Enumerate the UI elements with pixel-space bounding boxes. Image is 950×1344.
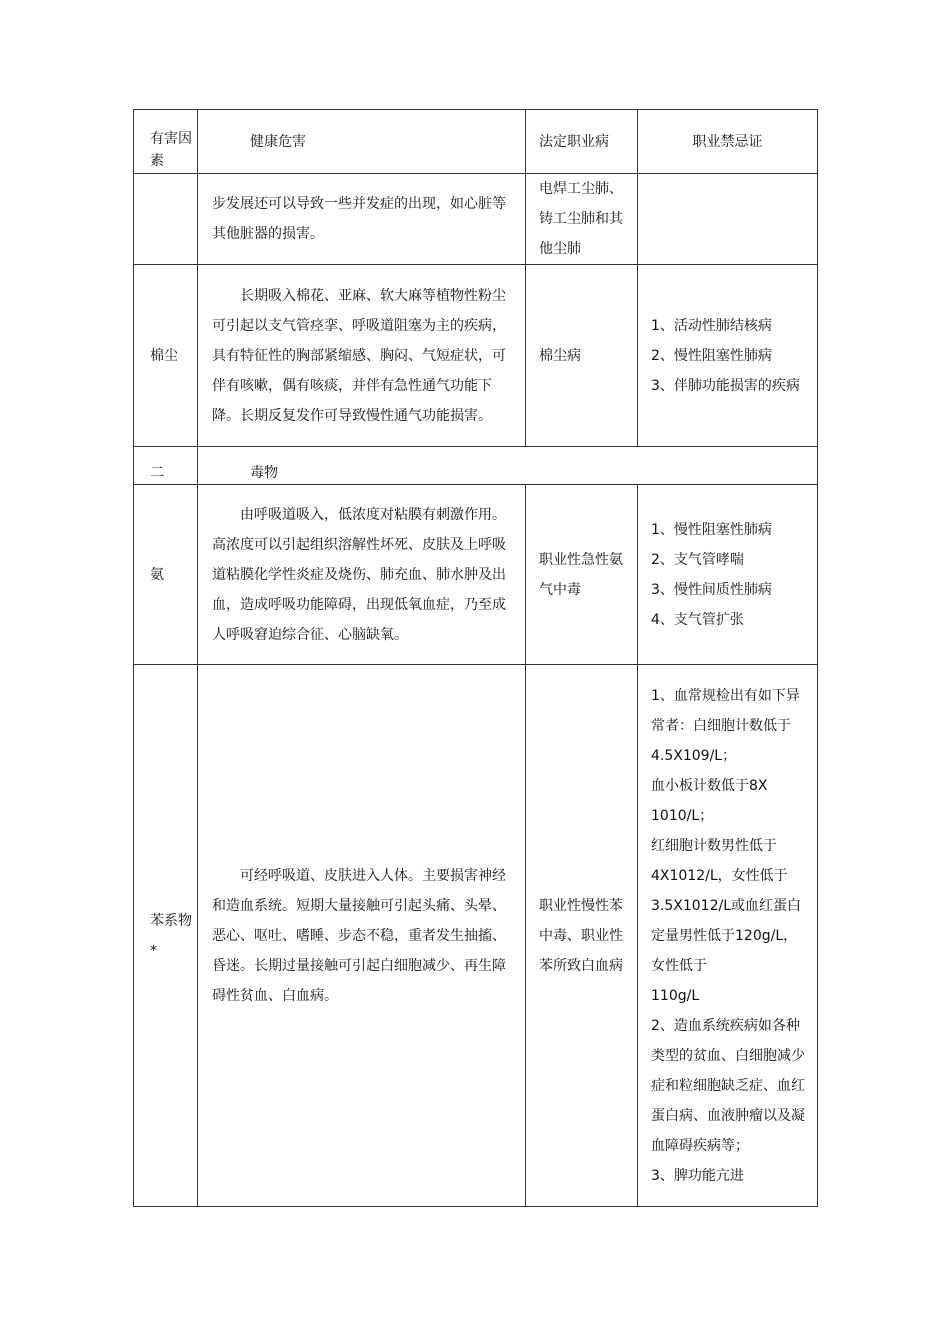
health-cell (198, 665, 526, 1207)
header-disease: 法定职业病 (526, 110, 638, 174)
header-health: 健康危害 (198, 110, 526, 174)
contraindication-cell (638, 265, 818, 447)
contraindication-item: 2、慢性阻塞性肺病 (651, 347, 772, 364)
health-cell (198, 174, 526, 265)
hazard-table (133, 109, 818, 1207)
contraindication-item: 1、活动性肺结核病 (651, 317, 772, 334)
disease-cell (526, 174, 638, 265)
factor-cell: 苯系物* (134, 665, 198, 1207)
factor-cell: 氨 (134, 485, 198, 665)
contraindication-item: 110g/L (651, 987, 700, 1004)
contraindication-cell (638, 665, 818, 1207)
contraindication-item: 2、支气管哮喘 (651, 551, 744, 568)
disease-cell (526, 665, 638, 1207)
section-number: 二 (134, 447, 198, 485)
contraindication-cell (638, 485, 818, 665)
disease-text: 职业性慢性苯中毒、职业性苯所致白血病 (539, 897, 623, 974)
health-text: 可经呼吸道、皮肤进入人体。主要损害神经和造血系统。短期大量接触可引起头痛、头晕、恶心、呕吐、嗜睡、步态不稳，重者发生抽搐、昏迷。长期过量接触可引起白细胞减少、再生障碍性贫血、白血病。 (212, 867, 506, 1004)
contraindication-item: 血小板计数低于8X 1010/L； (651, 777, 768, 824)
contraindication-item: 4、支气管扩张 (651, 611, 744, 628)
factor-cell: 棉尘 (134, 265, 198, 447)
disease-cell (526, 265, 638, 447)
contraindication-item: 红细胞计数男性低于4X1012/L，女性低于3.5X1012/L或血红蛋白定量男性低于120g/L，女性低于 (651, 837, 802, 974)
factor-cell (134, 174, 198, 265)
disease-text: 电焊工尘肺、铸工尘肺和其他尘肺 (539, 181, 623, 257)
health-text: 步发展还可以导致一些并发症的出现，如心脏等其他脏器的损害。 (212, 196, 506, 242)
health-text: 由呼吸道吸入，低浓度对粘膜有刺激作用。高浓度可以引起组织溶解性坏死、皮肤及上呼吸道粘膜化学性炎症及烧伤、肺充血、肺水肿及出血，造成呼吸功能障碍，出现低氧血症，乃至成人呼吸窘迫综合征、心脑缺氧。 (212, 506, 506, 643)
contraindication-item: 2、造血系统疾病如各种类型的贫血、白细胞减少症和粒细胞缺乏症、血红蛋白病、血液肿瘤以及凝血障碍疾病等； (651, 1017, 805, 1154)
contraindication-item: 3、伴肺功能损害的疾病 (651, 377, 800, 394)
header-factor: 有害因素 (134, 110, 198, 174)
table-row (134, 174, 818, 265)
header-contraindication: 职业禁忌证 (638, 110, 818, 174)
table-row (134, 485, 818, 665)
contraindication-item: 3、慢性间质性肺病 (651, 581, 772, 598)
disease-text: 棉尘病 (539, 347, 581, 364)
contraindication-item: 1、慢性阻塞性肺病 (651, 521, 772, 538)
table-row (134, 665, 818, 1207)
table-header-row (134, 110, 818, 174)
health-cell (198, 485, 526, 665)
health-text: 长期吸入棉花、亚麻、软大麻等植物性粉尘可引起以支气管痉挛、呼吸道阻塞为主的疾病，具有特征性的胸部紧缩感、胸闷、气短症状，可伴有咳嗽，偶有咳痰，并伴有急性通气功能下降。长期反复发作可导致慢性通气功能损害。 (212, 287, 506, 424)
contraindication-item: 1、血常规检出有如下异常者：白细胞计数低于4.5X109/L； (651, 687, 800, 764)
contraindication-item: 3、脾功能亢进 (651, 1167, 744, 1184)
disease-text: 职业性急性氨气中毒 (539, 551, 623, 598)
table-row (134, 265, 818, 447)
section-row (134, 447, 818, 485)
contraindication-cell (638, 174, 818, 265)
health-cell (198, 265, 526, 447)
disease-cell (526, 485, 638, 665)
section-title: 毒物 (198, 447, 818, 485)
